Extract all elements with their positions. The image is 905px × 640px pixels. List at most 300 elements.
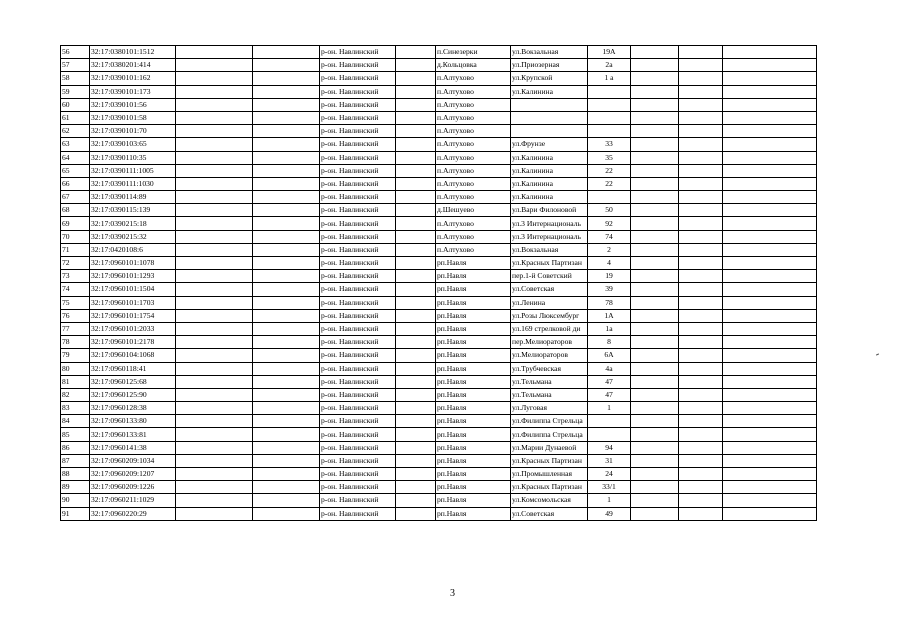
empty-cell bbox=[253, 296, 320, 309]
locality-cell: рп.Навля bbox=[436, 494, 511, 507]
empty-cell bbox=[723, 243, 817, 256]
district-cell: р-он. Навлинский bbox=[320, 415, 396, 428]
street-cell: ул.Красных Партизан bbox=[511, 454, 588, 467]
house-number-cell: 1 bbox=[588, 494, 631, 507]
empty-cell bbox=[631, 204, 679, 217]
cadastral-number-cell: 32:17:0960209:1226 bbox=[90, 481, 176, 494]
locality-cell: п.Алтухово bbox=[436, 164, 511, 177]
cadastral-number-cell: 32:17:0380101:1512 bbox=[90, 46, 176, 59]
district-cell: р-он. Навлинский bbox=[320, 362, 396, 375]
empty-cell bbox=[176, 349, 253, 362]
empty-cell bbox=[396, 428, 436, 441]
house-number-cell: 1 bbox=[588, 402, 631, 415]
district-cell: р-он. Навлинский bbox=[320, 59, 396, 72]
empty-cell bbox=[679, 362, 723, 375]
empty-cell bbox=[723, 59, 817, 72]
street-cell: ул.Калинина bbox=[511, 151, 588, 164]
empty-cell bbox=[631, 230, 679, 243]
table-row bbox=[61, 454, 817, 467]
house-number-cell: 4а bbox=[588, 362, 631, 375]
empty-cell bbox=[396, 72, 436, 85]
empty-cell bbox=[396, 454, 436, 467]
cadastral-number-cell: 32:17:0960101:1754 bbox=[90, 309, 176, 322]
district-cell: р-он. Навлинский bbox=[320, 283, 396, 296]
locality-cell: рп.Навля bbox=[436, 415, 511, 428]
empty-cell bbox=[396, 322, 436, 335]
locality-cell: п.Алтухово bbox=[436, 85, 511, 98]
empty-cell bbox=[723, 151, 817, 164]
empty-cell bbox=[723, 415, 817, 428]
empty-cell bbox=[176, 59, 253, 72]
district-cell: р-он. Навлинский bbox=[320, 454, 396, 467]
table-row bbox=[61, 151, 817, 164]
empty-cell bbox=[631, 309, 679, 322]
empty-cell bbox=[679, 283, 723, 296]
empty-cell bbox=[631, 362, 679, 375]
locality-cell: п.Алтухово bbox=[436, 217, 511, 230]
empty-cell bbox=[253, 441, 320, 454]
cadastral-number-cell: 32:17:0420108:6 bbox=[90, 243, 176, 256]
row-number-cell: 75 bbox=[61, 296, 90, 309]
locality-cell: рп.Навля bbox=[436, 349, 511, 362]
table-row bbox=[61, 415, 817, 428]
empty-cell bbox=[176, 481, 253, 494]
empty-cell bbox=[679, 468, 723, 481]
page-number: 3 bbox=[450, 588, 455, 599]
locality-cell: рп.Навля bbox=[436, 270, 511, 283]
empty-cell bbox=[631, 454, 679, 467]
empty-cell bbox=[631, 322, 679, 335]
house-number-cell: 50 bbox=[588, 204, 631, 217]
cadastral-number-cell: 32:17:0390215:18 bbox=[90, 217, 176, 230]
empty-cell bbox=[176, 322, 253, 335]
district-cell: р-он. Навлинский bbox=[320, 322, 396, 335]
empty-cell bbox=[679, 270, 723, 283]
street-cell bbox=[511, 125, 588, 138]
empty-cell bbox=[679, 481, 723, 494]
street-cell: ул.Крупской bbox=[511, 72, 588, 85]
cadastral-number-cell: 32:17:0960220:29 bbox=[90, 507, 176, 520]
empty-cell bbox=[679, 454, 723, 467]
empty-cell bbox=[253, 494, 320, 507]
empty-cell bbox=[253, 481, 320, 494]
house-number-cell: 24 bbox=[588, 468, 631, 481]
empty-cell bbox=[631, 177, 679, 190]
district-cell: р-он. Навлинский bbox=[320, 468, 396, 481]
empty-cell bbox=[176, 191, 253, 204]
empty-cell bbox=[723, 270, 817, 283]
empty-cell bbox=[679, 402, 723, 415]
locality-cell: п.Алтухово bbox=[436, 191, 511, 204]
empty-cell bbox=[396, 59, 436, 72]
empty-cell bbox=[176, 428, 253, 441]
empty-cell bbox=[631, 125, 679, 138]
empty-cell bbox=[723, 72, 817, 85]
empty-cell bbox=[631, 217, 679, 230]
locality-cell: рп.Навля bbox=[436, 454, 511, 467]
empty-cell bbox=[176, 494, 253, 507]
empty-cell bbox=[723, 283, 817, 296]
empty-cell bbox=[176, 468, 253, 481]
row-number-cell: 91 bbox=[61, 507, 90, 520]
table-row bbox=[61, 270, 817, 283]
house-number-cell: 22 bbox=[588, 164, 631, 177]
cadastral-number-cell: 32:17:0390103:65 bbox=[90, 138, 176, 151]
empty-cell bbox=[631, 415, 679, 428]
row-number-cell: 65 bbox=[61, 164, 90, 177]
scan-speck bbox=[876, 353, 879, 355]
house-number-cell: 19А bbox=[588, 46, 631, 59]
empty-cell bbox=[253, 402, 320, 415]
cadastral-number-cell: 32:17:0960211:1029 bbox=[90, 494, 176, 507]
street-cell: ул.Фрунзе bbox=[511, 138, 588, 151]
empty-cell bbox=[253, 85, 320, 98]
house-number-cell: 47 bbox=[588, 388, 631, 401]
empty-cell bbox=[396, 151, 436, 164]
empty-cell bbox=[176, 98, 253, 111]
registry-body bbox=[61, 46, 817, 521]
house-number-cell: 22 bbox=[588, 177, 631, 190]
district-cell: р-он. Навлинский bbox=[320, 138, 396, 151]
row-number-cell: 89 bbox=[61, 481, 90, 494]
district-cell: р-он. Навлинский bbox=[320, 46, 396, 59]
empty-cell bbox=[396, 336, 436, 349]
house-number-cell: 1 а bbox=[588, 72, 631, 85]
empty-cell bbox=[253, 375, 320, 388]
empty-cell bbox=[679, 349, 723, 362]
row-number-cell: 60 bbox=[61, 98, 90, 111]
row-number-cell: 78 bbox=[61, 336, 90, 349]
empty-cell bbox=[396, 138, 436, 151]
empty-cell bbox=[723, 164, 817, 177]
empty-cell bbox=[631, 191, 679, 204]
street-cell: пер.Мелиораторов bbox=[511, 336, 588, 349]
district-cell: р-он. Навлинский bbox=[320, 125, 396, 138]
empty-cell bbox=[631, 98, 679, 111]
empty-cell bbox=[176, 177, 253, 190]
table-row bbox=[61, 375, 817, 388]
empty-cell bbox=[396, 494, 436, 507]
row-number-cell: 80 bbox=[61, 362, 90, 375]
row-number-cell: 61 bbox=[61, 111, 90, 124]
empty-cell bbox=[396, 270, 436, 283]
table-row bbox=[61, 191, 817, 204]
empty-cell bbox=[631, 402, 679, 415]
empty-cell bbox=[631, 164, 679, 177]
table-row bbox=[61, 388, 817, 401]
empty-cell bbox=[176, 375, 253, 388]
house-number-cell: 2 bbox=[588, 243, 631, 256]
empty-cell bbox=[723, 138, 817, 151]
street-cell: ул.Марии Дунаевой bbox=[511, 441, 588, 454]
street-cell: ул.Красных Партизан bbox=[511, 481, 588, 494]
empty-cell bbox=[396, 441, 436, 454]
empty-cell bbox=[176, 415, 253, 428]
empty-cell bbox=[723, 349, 817, 362]
empty-cell bbox=[679, 111, 723, 124]
empty-cell bbox=[176, 204, 253, 217]
locality-cell: д.Шешуево bbox=[436, 204, 511, 217]
row-number-cell: 72 bbox=[61, 257, 90, 270]
street-cell: ул.Комсомольская bbox=[511, 494, 588, 507]
empty-cell bbox=[723, 125, 817, 138]
empty-cell bbox=[253, 388, 320, 401]
street-cell: ул.Калинина bbox=[511, 85, 588, 98]
table-row bbox=[61, 468, 817, 481]
table-row bbox=[61, 72, 817, 85]
table-row bbox=[61, 111, 817, 124]
empty-cell bbox=[396, 283, 436, 296]
house-number-cell: 74 bbox=[588, 230, 631, 243]
empty-cell bbox=[396, 230, 436, 243]
district-cell: р-он. Навлинский bbox=[320, 85, 396, 98]
empty-cell bbox=[253, 217, 320, 230]
house-number-cell: 6А bbox=[588, 349, 631, 362]
empty-cell bbox=[679, 441, 723, 454]
locality-cell: п.Алтухово bbox=[436, 177, 511, 190]
row-number-cell: 83 bbox=[61, 402, 90, 415]
row-number-cell: 82 bbox=[61, 388, 90, 401]
locality-cell: рп.Навля bbox=[436, 283, 511, 296]
table-row bbox=[61, 322, 817, 335]
house-number-cell: 94 bbox=[588, 441, 631, 454]
cadastral-number-cell: 32:17:0390101:56 bbox=[90, 98, 176, 111]
empty-cell bbox=[253, 230, 320, 243]
empty-cell bbox=[679, 164, 723, 177]
empty-cell bbox=[396, 349, 436, 362]
empty-cell bbox=[631, 481, 679, 494]
empty-cell bbox=[631, 375, 679, 388]
row-number-cell: 67 bbox=[61, 191, 90, 204]
row-number-cell: 56 bbox=[61, 46, 90, 59]
empty-cell bbox=[679, 243, 723, 256]
table-row bbox=[61, 46, 817, 59]
street-cell bbox=[511, 98, 588, 111]
empty-cell bbox=[679, 296, 723, 309]
empty-cell bbox=[396, 507, 436, 520]
house-number-cell: 19 bbox=[588, 270, 631, 283]
cadastral-number-cell: 32:17:0390215:32 bbox=[90, 230, 176, 243]
cadastral-number-cell: 32:17:0960104:1068 bbox=[90, 349, 176, 362]
locality-cell: рп.Навля bbox=[436, 441, 511, 454]
row-number-cell: 71 bbox=[61, 243, 90, 256]
cadastral-number-cell: 32:17:0960141:38 bbox=[90, 441, 176, 454]
empty-cell bbox=[723, 375, 817, 388]
locality-cell: рп.Навля bbox=[436, 388, 511, 401]
empty-cell bbox=[679, 177, 723, 190]
empty-cell bbox=[396, 481, 436, 494]
row-number-cell: 74 bbox=[61, 283, 90, 296]
empty-cell bbox=[253, 349, 320, 362]
empty-cell bbox=[679, 125, 723, 138]
house-number-cell: 92 bbox=[588, 217, 631, 230]
house-number-cell: 33/1 bbox=[588, 481, 631, 494]
empty-cell bbox=[176, 151, 253, 164]
locality-cell: п.Алтухово bbox=[436, 243, 511, 256]
table-row bbox=[61, 336, 817, 349]
street-cell: ул.Советская bbox=[511, 507, 588, 520]
table-row bbox=[61, 98, 817, 111]
empty-cell bbox=[176, 441, 253, 454]
empty-cell bbox=[396, 46, 436, 59]
empty-cell bbox=[176, 270, 253, 283]
street-cell: ул.Луговая bbox=[511, 402, 588, 415]
empty-cell bbox=[631, 494, 679, 507]
empty-cell bbox=[396, 388, 436, 401]
table-row bbox=[61, 257, 817, 270]
empty-cell bbox=[253, 270, 320, 283]
row-number-cell: 64 bbox=[61, 151, 90, 164]
empty-cell bbox=[396, 402, 436, 415]
cadastral-number-cell: 32:17:0960101:1293 bbox=[90, 270, 176, 283]
table-row bbox=[61, 507, 817, 520]
table-row bbox=[61, 177, 817, 190]
street-cell: ул.3 Интернациональ bbox=[511, 230, 588, 243]
empty-cell bbox=[679, 375, 723, 388]
empty-cell bbox=[723, 481, 817, 494]
empty-cell bbox=[631, 388, 679, 401]
cadastral-number-cell: 32:17:0960133:80 bbox=[90, 415, 176, 428]
empty-cell bbox=[723, 322, 817, 335]
house-number-cell: 35 bbox=[588, 151, 631, 164]
locality-cell: п.Алтухово bbox=[436, 72, 511, 85]
house-number-cell: 47 bbox=[588, 375, 631, 388]
empty-cell bbox=[679, 336, 723, 349]
cadastral-number-cell: 32:17:0960128:38 bbox=[90, 402, 176, 415]
empty-cell bbox=[679, 46, 723, 59]
street-cell: ул.Тельмана bbox=[511, 375, 588, 388]
district-cell: р-он. Навлинский bbox=[320, 441, 396, 454]
row-number-cell: 88 bbox=[61, 468, 90, 481]
empty-cell bbox=[176, 125, 253, 138]
property-registry-table bbox=[60, 45, 817, 521]
street-cell: пер.1-й Советский bbox=[511, 270, 588, 283]
empty-cell bbox=[253, 322, 320, 335]
empty-cell bbox=[679, 59, 723, 72]
house-number-cell bbox=[588, 125, 631, 138]
empty-cell bbox=[253, 428, 320, 441]
table-row bbox=[61, 85, 817, 98]
district-cell: р-он. Навлинский bbox=[320, 111, 396, 124]
empty-cell bbox=[396, 204, 436, 217]
empty-cell bbox=[176, 72, 253, 85]
empty-cell bbox=[253, 191, 320, 204]
street-cell: ул.Трубчевская bbox=[511, 362, 588, 375]
locality-cell: рп.Навля bbox=[436, 309, 511, 322]
row-number-cell: 69 bbox=[61, 217, 90, 230]
street-cell: ул.Советская bbox=[511, 283, 588, 296]
empty-cell bbox=[176, 362, 253, 375]
empty-cell bbox=[396, 217, 436, 230]
street-cell: ул.Розы Люксембург bbox=[511, 309, 588, 322]
empty-cell bbox=[723, 46, 817, 59]
row-number-cell: 85 bbox=[61, 428, 90, 441]
row-number-cell: 86 bbox=[61, 441, 90, 454]
empty-cell bbox=[253, 125, 320, 138]
empty-cell bbox=[253, 257, 320, 270]
cadastral-number-cell: 32:17:0960209:1034 bbox=[90, 454, 176, 467]
empty-cell bbox=[253, 507, 320, 520]
empty-cell bbox=[723, 494, 817, 507]
cadastral-number-cell: 32:17:0390101:58 bbox=[90, 111, 176, 124]
empty-cell bbox=[396, 85, 436, 98]
empty-cell bbox=[396, 191, 436, 204]
house-number-cell bbox=[588, 415, 631, 428]
locality-cell: рп.Навля bbox=[436, 375, 511, 388]
empty-cell bbox=[253, 454, 320, 467]
row-number-cell: 63 bbox=[61, 138, 90, 151]
empty-cell bbox=[176, 296, 253, 309]
street-cell: ул.Калинина bbox=[511, 191, 588, 204]
locality-cell: рп.Навля bbox=[436, 336, 511, 349]
house-number-cell bbox=[588, 98, 631, 111]
empty-cell bbox=[176, 230, 253, 243]
empty-cell bbox=[253, 111, 320, 124]
district-cell: р-он. Навлинский bbox=[320, 428, 396, 441]
empty-cell bbox=[253, 164, 320, 177]
locality-cell: п.Алтухово bbox=[436, 125, 511, 138]
empty-cell bbox=[631, 349, 679, 362]
empty-cell bbox=[723, 468, 817, 481]
row-number-cell: 62 bbox=[61, 125, 90, 138]
locality-cell: п.Алтухово bbox=[436, 230, 511, 243]
empty-cell bbox=[631, 507, 679, 520]
locality-cell: рп.Навля bbox=[436, 362, 511, 375]
table-row bbox=[61, 59, 817, 72]
table-row bbox=[61, 204, 817, 217]
row-number-cell: 58 bbox=[61, 72, 90, 85]
cadastral-number-cell: 32:17:0390101:162 bbox=[90, 72, 176, 85]
empty-cell bbox=[723, 388, 817, 401]
district-cell: р-он. Навлинский bbox=[320, 230, 396, 243]
empty-cell bbox=[723, 217, 817, 230]
locality-cell: рп.Навля bbox=[436, 402, 511, 415]
empty-cell bbox=[176, 402, 253, 415]
table-row bbox=[61, 402, 817, 415]
empty-cell bbox=[723, 454, 817, 467]
street-cell: ул.Вокзальная bbox=[511, 243, 588, 256]
district-cell: р-он. Навлинский bbox=[320, 217, 396, 230]
district-cell: р-он. Навлинский bbox=[320, 375, 396, 388]
empty-cell bbox=[253, 98, 320, 111]
empty-cell bbox=[723, 98, 817, 111]
house-number-cell: 49 bbox=[588, 507, 631, 520]
row-number-cell: 68 bbox=[61, 204, 90, 217]
cadastral-number-cell: 32:17:0960209:1207 bbox=[90, 468, 176, 481]
locality-cell: рп.Навля bbox=[436, 481, 511, 494]
house-number-cell: 78 bbox=[588, 296, 631, 309]
district-cell: р-он. Навлинский bbox=[320, 191, 396, 204]
house-number-cell bbox=[588, 428, 631, 441]
row-number-cell: 59 bbox=[61, 85, 90, 98]
empty-cell bbox=[679, 138, 723, 151]
row-number-cell: 81 bbox=[61, 375, 90, 388]
cadastral-number-cell: 32:17:0390111:1030 bbox=[90, 177, 176, 190]
table-row bbox=[61, 217, 817, 230]
street-cell: ул.Вокзальная bbox=[511, 46, 588, 59]
house-number-cell: 31 bbox=[588, 454, 631, 467]
empty-cell bbox=[679, 494, 723, 507]
empty-cell bbox=[631, 296, 679, 309]
district-cell: р-он. Навлинский bbox=[320, 164, 396, 177]
empty-cell bbox=[631, 151, 679, 164]
district-cell: р-он. Навлинский bbox=[320, 481, 396, 494]
empty-cell bbox=[396, 177, 436, 190]
empty-cell bbox=[176, 309, 253, 322]
empty-cell bbox=[723, 402, 817, 415]
cadastral-number-cell: 32:17:0390115:139 bbox=[90, 204, 176, 217]
empty-cell bbox=[396, 164, 436, 177]
